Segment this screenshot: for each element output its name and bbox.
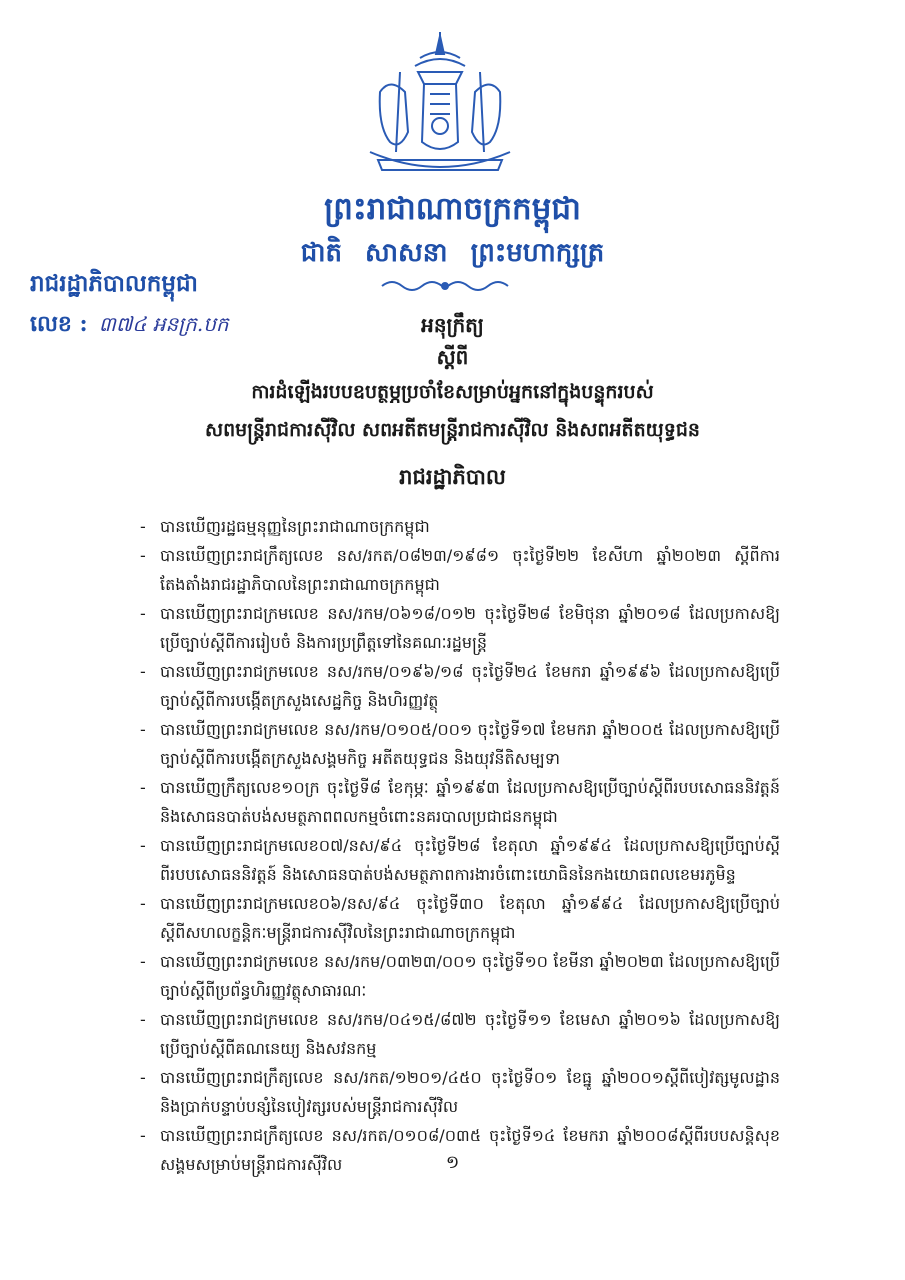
- issuer-name: រាជរដ្ឋាភិបាលកម្ពុជា: [30, 270, 198, 297]
- legal-basis-list: [140, 512, 780, 1179]
- list-item: - បានឃើញក្រឹត្យលេខ១០ក្រ ចុះថ្ងៃទី៨ ខែកុម្ភៈ ឆ្នាំ១៩៩៣ ដែលប្រកាសឱ្យប្រើច្បាប់ស្តីពីរបបសោធននិវត្តន៍ និងសោធនបាត់បង់សមត្ថភាពពលកម្មចំពោះនគរបាលប្រជាជនកម្ពុជា: [140, 773, 780, 831]
- national-motto: [0, 236, 905, 274]
- list-item: - បានឃើញព្រះរាជក្រឹត្យលេខ នស/រកត/១២០១/៤៥០ ចុះថ្ងៃទី០១ ខែធ្នូ ឆ្នាំ២០០១ស្តីពីបៀវត្សមូលដ្ឋាន និងប្រាក់បន្ទាប់បន្សំនៃបៀវត្សរបស់មន្ត្រីរាជការស៊ីវិល: [140, 1063, 780, 1121]
- about-label: ស្តីពី: [436, 345, 469, 369]
- list-item: - បានឃើញរដ្ឋធម្មនុញ្ញនៃព្រះរាជាណាចក្រកម្ពុជា: [140, 512, 780, 541]
- royal-coat-of-arms-icon: [360, 32, 520, 182]
- list-item: - បានឃើញព្រះរាជក្រមលេខ នស/រកម/០៤១៥/៨៧២ ចុះថ្ងៃទី១១ ខែមេសា ឆ្នាំ២០១៦ ដែលប្រកាសឱ្យប្រើច្បាប់ស្តីពីគណនេយ្យ និងសវនកម្ម: [140, 1005, 780, 1063]
- motto-king: ព្រះមហាក្សត្រ: [470, 238, 605, 268]
- motto-religion: សាសនា: [365, 238, 448, 268]
- subject-line-1: ការដំឡើងរបបឧបត្ថម្ភប្រចាំខែសម្រាប់អ្នកនៅក្នុងបន្ទុករបស់: [251, 381, 654, 403]
- list-item: - បានឃើញព្រះរាជក្រមលេខ នស/រកម/០៦១៨/០១២ ចុះថ្ងៃទី២៨ ខែមិថុនា ឆ្នាំ២០១៨ ដែលប្រកាសឱ្យប្រើច្បាប់ស្តីពីការរៀបចំ និងការប្រព្រឹត្តទៅនៃគណៈរដ្ឋមន្ត្រី: [140, 599, 780, 657]
- subject-line-2: សពមន្ត្រីរាជការស៊ីវិល សពអតីតមន្ត្រីរាជការស៊ីវិល និងសពអតីតយុទ្ធជន: [205, 419, 700, 441]
- list-item: - បានឃើញព្រះរាជក្រមលេខ នស/រកម/០១០៥/០០១ ចុះថ្ងៃទី១៧ ខែមករា ឆ្នាំ២០០៥ ដែលប្រកាសឱ្យប្រើច្បាប់ស្តីពីការបង្កើតក្រសួងសង្គមកិច្ច អតីតយុទ្ធជន និងយុវនីតិសម្បទា: [140, 715, 780, 773]
- kingdom-title: ព្រះរាជាណាចក្រកម្ពុជា: [324, 191, 581, 227]
- document-type: អនុក្រឹត្យ: [421, 313, 484, 337]
- list-item: - បានឃើញព្រះរាជក្រមលេខ០៦/នស/៩៤ ចុះថ្ងៃទី៣០ ខែតុលា ឆ្នាំ១៩៩៤ ដែលប្រកាសឱ្យប្រើច្បាប់ស្តីពីសហលក្ខន្តិកៈមន្ត្រីរាជការស៊ីវិលនៃព្រះរាជាណាចក្រកម្ពុជា: [140, 889, 780, 947]
- motto-nation: ជាតិ: [300, 238, 342, 268]
- reference-label: លេខ :: [30, 311, 88, 337]
- list-item: - បានឃើញព្រះរាជក្រមលេខ០៧/នស/៩៤ ចុះថ្ងៃទី២៨ ខែតុលា ឆ្នាំ១៩៩៤ ដែលប្រកាសឱ្យប្រើច្បាប់ស្តីពីរបបសោធននិវត្តន៍ និងសោធនបាត់បង់សមត្ថភាពការងារចំពោះយោធិននៃកងយោធពលខេមរភូមិន្ទ: [140, 831, 780, 889]
- list-item: - បានឃើញព្រះរាជក្រឹត្យលេខ នស/រកត/០៨២៣/១៩៨១ ចុះថ្ងៃទី២២ ខែសីហា ឆ្នាំ២០២៣ ស្តីពីការតែងតាំងរាជរដ្ឋាភិបាលនៃព្រះរាជាណាចក្រកម្ពុជា: [140, 541, 780, 599]
- list-item: - បានឃើញព្រះរាជក្រឹត្យលេខ នស/រកត/០១០៨/០៣៥ ចុះថ្ងៃទី១៤ ខែមករា ឆ្នាំ២០០៨ស្តីពីរបបសន្តិសុខសង្គមសម្រាប់មន្ត្រីរាជការស៊ីវិល: [140, 1121, 780, 1179]
- traditional-divider-ornament-icon: [380, 276, 510, 296]
- reference-number: ៣៧៤ អនក្រ.បក: [98, 312, 229, 336]
- list-item: - បានឃើញព្រះរាជក្រមលេខ នស/រកម/០៣២៣/០០១ ចុះថ្ងៃទី១០ ខែមីនា ឆ្នាំ២០២៣ ដែលប្រកាសឱ្យប្រើច្បាប់ស្តីពីប្រព័ន្ធហិរញ្ញវត្ថុសាធារណៈ: [140, 947, 780, 1005]
- list-item: - បានឃើញព្រះរាជក្រមលេខ នស/រកម/០១៩៦/១៨ ចុះថ្ងៃទី២៤ ខែមករា ឆ្នាំ១៩៩៦ ដែលប្រកាសឱ្យប្រើច្បាប់ស្តីពីការបង្កើតក្រសួងសេដ្ឋកិច្ច និងហិរញ្ញវត្ថុ: [140, 657, 780, 715]
- page-number: ១: [445, 1152, 460, 1173]
- government-heading: រាជរដ្ឋាភិបាល: [399, 465, 506, 489]
